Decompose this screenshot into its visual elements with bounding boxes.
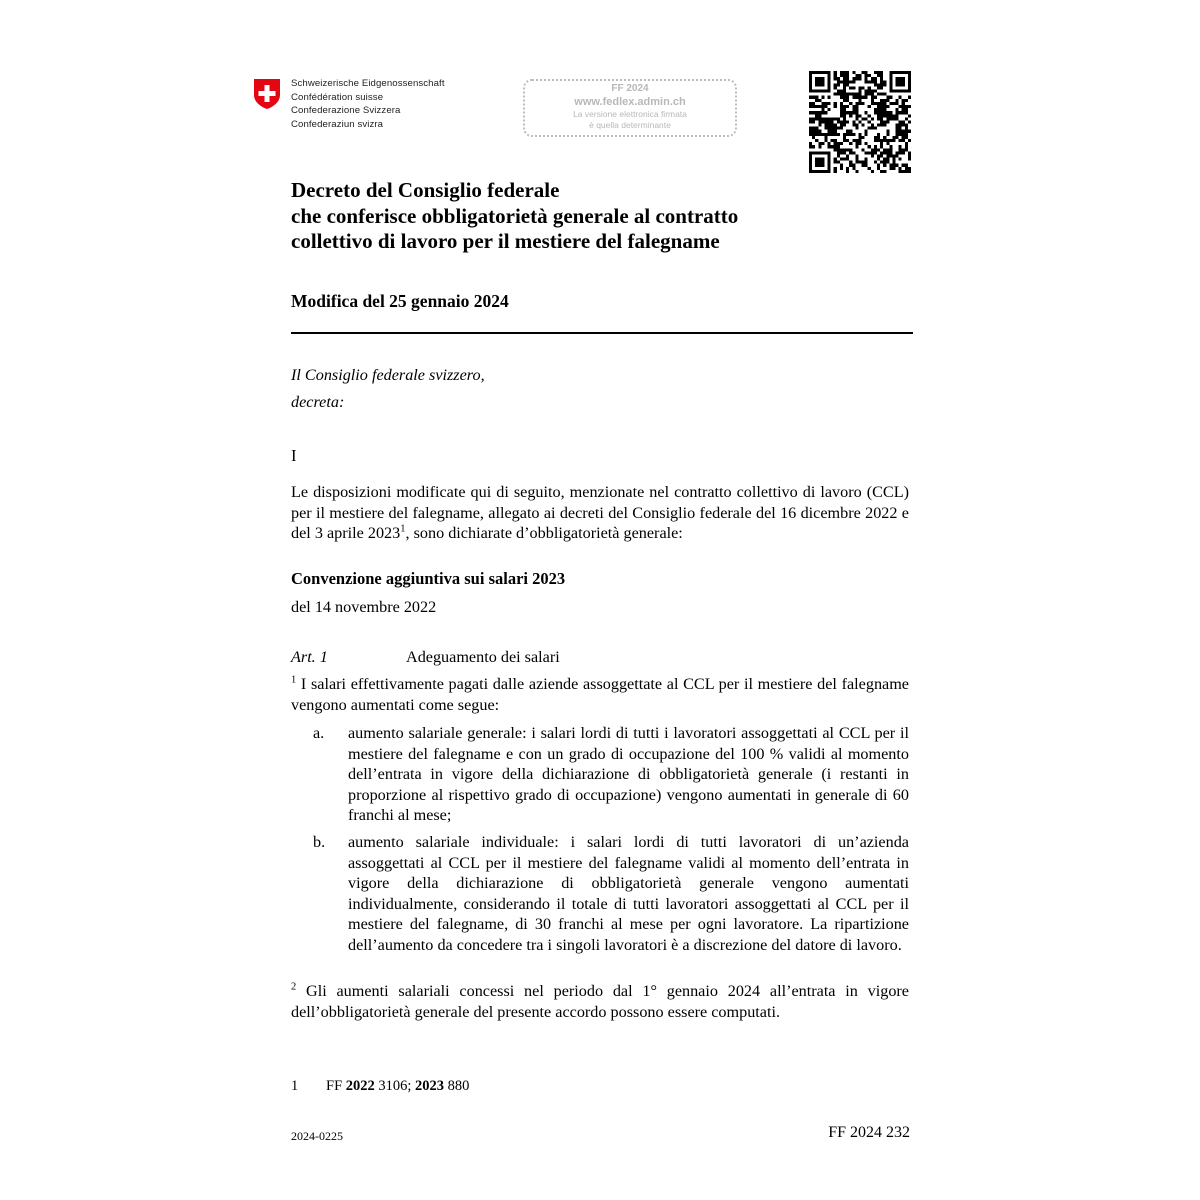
footnote-number: 1 xyxy=(291,1078,299,1094)
footnote-page-1: 3106; xyxy=(374,1078,416,1094)
article-title: Adeguamento dei salari xyxy=(406,648,560,666)
list-item-label: a. xyxy=(313,724,325,742)
confederation-names xyxy=(291,77,445,131)
paragraph-1-number: 1 xyxy=(291,674,297,686)
paragraph-2-text: Gli aumenti salariali concessi nel periodo dal 1° gennaio 2024 all’entrata in vigore dell’obbligatorietà generale del presente accordo possono essere computati. xyxy=(291,982,909,1021)
title-divider xyxy=(291,332,913,334)
list-item-label: b. xyxy=(313,833,326,851)
preamble-authority: Il Consiglio federale svizzero, xyxy=(291,366,485,384)
article-paragraph-2 xyxy=(291,981,909,1022)
footnote-page-2: 880 xyxy=(444,1078,470,1094)
paragraph-2-number: 2 xyxy=(291,981,297,993)
document-id: 2024-0225 xyxy=(291,1129,343,1143)
stamp-url: www.fedlex.admin.ch xyxy=(574,96,686,108)
stamp-line-3: La versione elettronica firmata xyxy=(573,109,687,119)
confed-name-de: Schweizerische Eidgenossenschaft xyxy=(291,78,445,89)
preamble-decrees: decreta: xyxy=(291,393,345,411)
footnote-ref[interactable]: 1 xyxy=(400,523,406,535)
intro-paragraph xyxy=(291,482,909,544)
document-title xyxy=(291,178,911,255)
title-line-1: Decreto del Consiglio federale xyxy=(291,178,560,202)
confed-name-rm: Confederaziun svizra xyxy=(291,118,384,130)
stamp-line-4: è quella determinante xyxy=(589,120,671,130)
stamp-line-1: FF 2024 xyxy=(611,83,649,94)
paragraph-1-text: I salari effettivamente pagati dalle aziende assoggettate al CCL per il mestiere del falegname vengono aumentati come segue: xyxy=(291,675,909,714)
page-reference: FF 2024 232 xyxy=(828,1124,910,1141)
article-label: Art. 1 xyxy=(291,648,328,666)
amendment-date: Modifica del 25 gennaio 2024 xyxy=(291,291,509,311)
fedlex-stamp xyxy=(523,79,737,137)
confed-name-fr: Confédération suisse xyxy=(291,91,384,103)
article-paragraph-1 xyxy=(291,674,909,715)
qr-code-icon xyxy=(809,71,911,173)
convention-date: del 14 novembre 2022 xyxy=(291,598,437,616)
footnote-year-1: 2022 xyxy=(345,1078,375,1094)
list-item-text: aumento salariale individuale: i salari lordi di tutti lavoratori di un’azienda assoggettati al CCL per il mestiere del falegname validi al momento dell’entrata in vigore della dichiarazione di obbligatorietà generale vengono aumentati individualmente, considerando il totale di tutti lavoratori assoggettati al CCL per il mestiere del falegname, di 30 franchi al mese per ogni lavoratore. La ripartizione dell’aumento da concedere tra i singoli lavoratori è a discrezione del datore di lavoro. xyxy=(348,833,909,954)
intro-text: Le disposizioni modificate qui di seguito, menzionate nel contratto collettivo di lavoro (CCL) per il mestiere del falegname, allegato ai decreti del Consiglio federale del 16 dicembre 2022 e del 3 aprile 2023 xyxy=(291,483,909,542)
swiss-cross-icon xyxy=(253,78,281,110)
confed-name-it: Confederazione Svizzera xyxy=(291,105,401,116)
footnote xyxy=(291,1078,469,1095)
list-item-text: aumento salariale generale: i salari lordi di tutti i lavoratori assoggettati al CCL per il mestiere del falegname e con un grado di occupazione del 100 % validi al momento dell’entrata in vigore della dichiarazione di obbligatorietà generale (i restanti in proporzione al rispettivo grado di occupazione) vengono aumentati in generale di 60 franchi al mese; xyxy=(348,724,909,824)
title-line-3: collettivo di lavoro per il mestiere del falegname xyxy=(291,229,720,253)
article-heading xyxy=(291,647,909,668)
footnote-year-2: 2023 xyxy=(415,1078,445,1094)
intro-text-after: , sono dichiarate d’obbligatorietà generale: xyxy=(405,524,683,542)
section-number: I xyxy=(291,446,297,465)
footnote-prefix: FF xyxy=(326,1078,346,1094)
title-line-2: che conferisce obbligatorietà generale al contratto xyxy=(291,203,739,228)
convention-title: Convenzione aggiuntiva sui salari 2023 xyxy=(291,569,566,588)
